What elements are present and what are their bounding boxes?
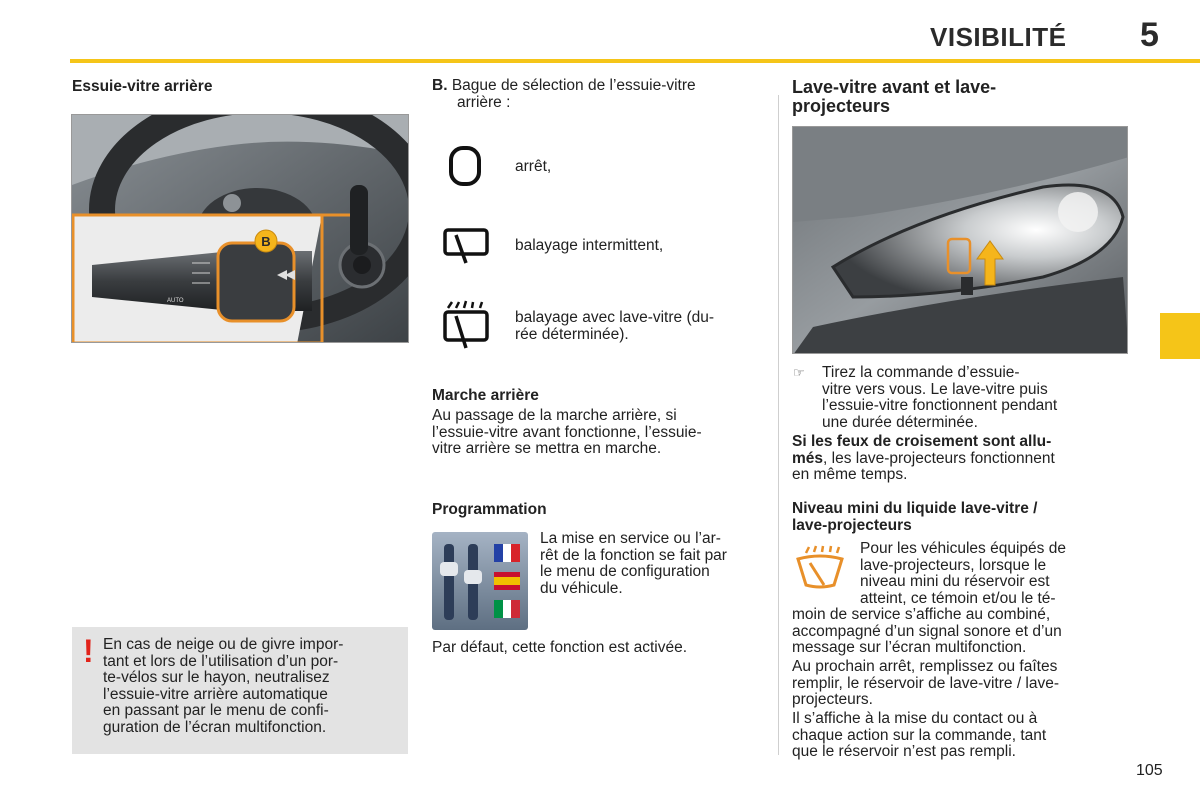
page-number: 105 [1136,762,1163,779]
column-divider [778,95,779,755]
warning-exclamation-icon: ! [83,633,94,669]
ignition-text: Il s’affiche à la mise du contact ou à chaque action sur la commande, tant que le réservoir n’est pas rempli. [792,710,1047,760]
programming-text: La mise en service ou l’ar- rêt de la fonction se fait par le menu de configuration du véhicule. [540,530,727,597]
stop-ring-icon [448,145,484,192]
programming-heading: Programmation [432,501,547,518]
reverse-text: Au passage de la marche arrière, si l’essuie-vitre avant fonctionne, l’essuie- vitre arrière se mettra en marche. [432,407,702,457]
refill-text: Au prochain arrêt, remplissez ou faîtes remplir, le réservoir de lave-vitre / lave- projecteurs. [792,658,1060,708]
fluid-level-heading: Niveau mini du liquide lave-vitre / lave-projecteurs [792,500,1038,534]
page-title: VISIBILITÉ [930,22,1067,52]
warning-text: En cas de neige ou de givre impor- tant et lors de l’utilisation d’un por- te-vélos sur le hayon, neutralisez l’essuie-vitre arrière automatique en passant par le menu de confi- guration de l’écran multifonction. [103,636,344,736]
washer-headlamp-heading: Lave-vitre avant et lave- projecteurs [792,77,997,116]
reverse-heading: Marche arrière [432,387,539,404]
intermittent-wipe-icon [442,227,490,272]
settings-menu-icon [432,532,528,635]
ring-description: B. Bague de sélection de l’essuie-vitre arrière : [432,77,696,111]
instruction-bullet-icon: ☞ [793,365,805,380]
chapter-side-tab [1160,313,1200,359]
steering-column-illustration [72,115,409,343]
option-intermittent: balayage intermittent, [515,237,664,254]
headlamp-illustration [793,127,1128,354]
pull-stalk-instruction: Tirez la commande d’essuie- vitre vers vous. Le lave-vitre puis l’essuie-vitre fonctionnent pendant une durée déterminée. [822,364,1058,431]
rear-wiper-heading: Essuie-vitre arrière [72,78,213,95]
headlamp-washer-photo [792,126,1128,354]
fluid-level-text-short: Pour les véhicules équipés de lave-projecteurs, lorsque le niveau mini du réservoir est atteint, ce témoin et/ou le té- [860,540,1066,607]
low-beam-note: Si les feux de croisement sont allu- més, les lave-projecteurs fonctionnent en même temps. [792,433,1055,483]
washer-wipe-icon [442,300,490,357]
stalk-auto-label: AUTO [167,298,184,304]
rear-wiper-stalk-photo [71,114,409,343]
washer-fluid-warning-icon [794,545,846,598]
option-washer: balayage avec lave-vitre (du- rée déterminée). [515,309,715,343]
default-activated-text: Par défaut, cette fonction est activée. [432,639,688,656]
chapter-number: 5 [1140,16,1159,54]
header-rule [70,59,1200,63]
fluid-level-text-long: moin de service s’affiche au combiné, accompagné d’un signal sonore et d’un message sur l’écran multifonction. [792,606,1062,656]
callout-b-label: B [261,234,271,249]
warning-box [72,627,408,754]
option-stop: arrêt, [515,158,552,175]
